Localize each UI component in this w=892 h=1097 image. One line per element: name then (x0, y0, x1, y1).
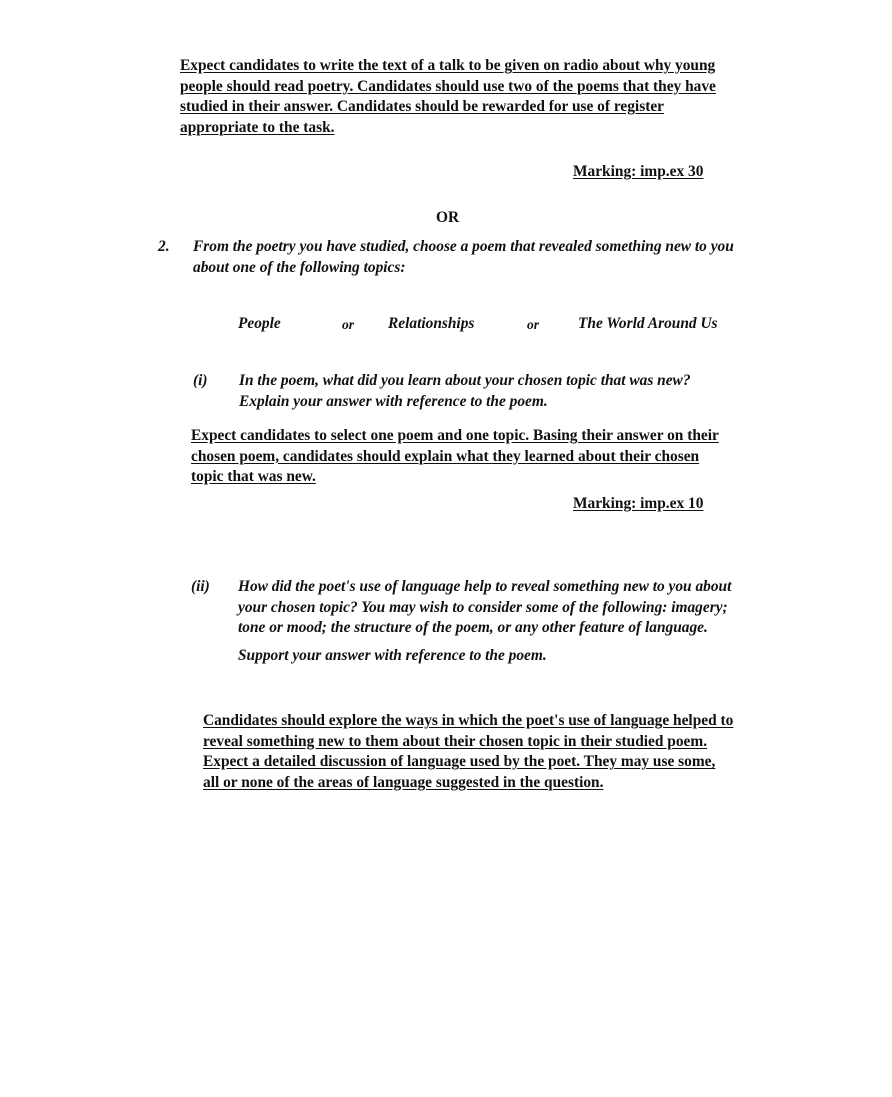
part-i-question (239, 371, 691, 412)
intro-guidance (180, 56, 716, 138)
guidance-line: chosen poem, candidates should explain what they learned about their chosen (191, 447, 700, 465)
part-ii-guidance (203, 711, 733, 793)
guidance-line: Candidates should explore the ways in which the poet's use of language helped to (203, 712, 734, 729)
guidance-line: Expect candidates to write the text of a talk to be given on radio about why young (180, 57, 716, 74)
guidance-line: Expect candidates to select one poem and one topic. Basing their answer on their (191, 427, 719, 444)
topic-relationships: Relationships (388, 315, 475, 332)
part-i-label: (i) (193, 372, 208, 389)
part-ii-question (238, 577, 731, 639)
question-line: How did the poet's use of language help to reveal something new to you about (238, 578, 732, 595)
guidance-line: all or none of the areas of language suggested in the question. (203, 773, 604, 791)
topic-world-around-us: The World Around Us (578, 315, 718, 332)
question-line: Explain your answer with reference to the poem. (239, 392, 548, 410)
question-line: In the poem, what did you learn about your chosen topic that was new? (239, 372, 691, 389)
question-number: 2. (158, 238, 170, 255)
topic-or-2: or (527, 317, 540, 332)
topic-people: People (238, 315, 281, 332)
guidance-line: topic that was new. (191, 468, 316, 485)
guidance-line: studied in their answer. Candidates should be rewarded for use of register (180, 98, 664, 115)
part-i-marking: Marking: imp.ex 10 (573, 495, 704, 512)
guidance-line: people should read poetry. Candidates should use two of the poems that they have (180, 77, 716, 95)
part-i-guidance (191, 426, 719, 488)
guidance-line: Expect a detailed discussion of language used by the poet. They may use some, (203, 753, 716, 770)
or-separator: OR (436, 209, 460, 226)
question-line: about one of the following topics: (193, 258, 406, 276)
question-line: tone or mood; the structure of the poem, or any other feature of language. (238, 619, 708, 636)
part-ii-support: Support your answer with reference to the poem. (238, 647, 547, 664)
topic-or-1: or (342, 317, 355, 332)
part-ii-label: (ii) (191, 578, 210, 595)
question-line: From the poetry you have studied, choose a poem that revealed something new to you (193, 238, 734, 255)
intro-marking: Marking: imp.ex 30 (573, 163, 704, 180)
guidance-line: reveal something new to them about their chosen topic in their studied poem. (203, 732, 708, 750)
question-2-text (193, 237, 734, 278)
question-line: your chosen topic? You may wish to consider some of the following: imagery; (238, 598, 728, 616)
guidance-line: appropriate to the task. (180, 118, 335, 136)
